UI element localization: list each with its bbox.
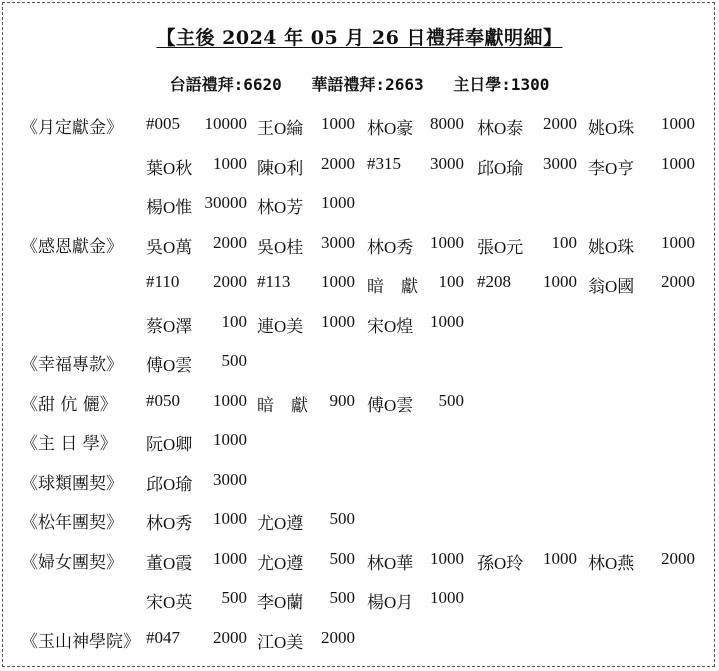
offering-row [146,114,706,140]
offering-row [146,549,706,575]
offering-entry [146,628,247,648]
donor-name: 阮O卿 [146,435,193,454]
donation-amount: 10000 [204,114,247,133]
donor-name: 王O綸 [257,119,304,138]
offering-entry [588,272,695,297]
offering-entry [146,114,247,134]
donation-amount: 500 [329,548,355,568]
offering-entry [146,391,247,411]
offering-entry [477,154,577,179]
donation-amount: 500 [221,351,247,370]
attendance-summary [3,72,716,95]
category-label: 《幸福專款》 [21,355,123,375]
donation-amount: 3000 [213,469,247,489]
donation-amount: 1000 [430,588,464,607]
offering-row [146,193,706,219]
page-title-text: 【主後 2024 年 05 月 26 日禮拜奉獻明細】 [156,27,563,49]
donation-amount: 1000 [543,548,577,568]
offering-entry [477,272,577,292]
donation-amount: 1000 [213,430,247,449]
donor-name: #047 [146,627,180,647]
donation-amount: 500 [329,588,355,607]
donation-amount: 3000 [321,232,355,252]
donor-name: 林O秀 [367,237,414,257]
offering-entry [146,233,247,258]
donor-name: 張O元 [477,237,524,257]
donor-name: 吳O桂 [257,237,304,257]
donor-name: 傅O雲 [146,356,193,375]
donation-amount: 1000 [213,390,247,410]
offering-entry [257,391,355,416]
offering-entry [588,233,695,258]
donation-amount: 1000 [430,548,464,568]
offering-entry [588,154,695,179]
offering-entry [257,154,355,179]
offering-entry [146,154,247,179]
donor-name: 江O美 [257,632,304,652]
donor-name: #113 [257,272,291,291]
offering-entry [367,272,464,297]
offering-entry [477,549,577,574]
donation-amount: 3000 [543,153,577,173]
offering-entry [146,312,247,337]
offering-row [146,628,706,654]
attendance-value: 6620 [243,75,282,94]
offering-row [146,312,706,338]
offering-entry [367,114,464,139]
donor-name: 李O蘭 [257,593,304,612]
donation-amount: 2000 [213,232,247,252]
donor-name: #050 [146,390,180,410]
category-label: 《感恩獻金》 [21,236,123,257]
donation-amount: 3000 [430,153,464,173]
donor-name: 董O霞 [146,553,193,573]
attendance-value: 2663 [385,75,424,94]
document-frame [2,2,715,667]
donation-amount: 1000 [321,114,355,133]
donor-name: 宋O煌 [367,316,414,336]
donor-name: 尤O遵 [257,553,304,573]
donation-amount: 900 [329,390,355,410]
offering-row [146,588,706,614]
donation-amount: 1000 [661,114,695,133]
donor-name: 林O秀 [146,514,193,533]
donor-name: 連O美 [257,316,304,336]
offering-entry [367,154,464,174]
offering-entry [146,588,247,613]
offering-row [146,430,706,456]
offering-entry [588,114,695,139]
donation-amount: 2000 [321,627,355,647]
attendance-label: 華語禮拜 [311,75,376,94]
donation-amount: 1000 [430,311,464,331]
attendance-label: 主日學 [453,75,502,94]
offering-row [146,470,706,496]
donation-amount: 30000 [204,193,247,212]
donor-name: 林O華 [367,553,414,573]
offering-row [146,154,706,180]
donation-amount: 2000 [213,627,247,647]
offering-entry [146,549,247,574]
donor-name: #315 [367,153,401,173]
offering-row [146,351,706,377]
donor-name: 宋O英 [146,593,193,612]
offering-row [146,272,706,298]
offering-entry [146,470,247,495]
attendance-sunday-school: 主日學:1300 [453,75,550,94]
offering-entry [257,272,355,292]
donor-name: 姚O珠 [588,237,635,257]
donor-name: 林O豪 [367,119,414,138]
donation-amount: 1000 [321,272,355,291]
attendance-value: 1300 [510,75,550,94]
offering-entry [257,312,355,337]
offering-row [146,233,706,259]
donation-amount: 1000 [543,272,577,291]
offering-entry [146,351,247,376]
offering-entry [257,233,355,258]
offering-entry [257,193,355,218]
category-label: 《婦女團契》 [21,552,123,573]
donation-amount: 1000 [430,232,464,252]
attendance-taiwanese: 台語禮拜:6620 [169,75,282,94]
offering-entry [367,233,464,258]
offering-row [146,391,706,417]
offering-entry [146,509,247,534]
offering-entry [367,588,464,613]
offering-entry [588,549,695,574]
offering-entry [146,430,247,455]
donation-amount: 100 [438,272,464,291]
donor-name: 暗 獻 [367,277,418,296]
donation-amount: 8000 [430,114,464,133]
donor-name: 楊O月 [367,593,414,612]
donor-name: #110 [146,272,180,291]
donor-name: 葉O秋 [146,158,193,178]
donor-name: 傅O雲 [367,395,414,415]
offering-entry [477,114,577,139]
donor-name: 吳O萬 [146,237,193,257]
donor-name: #005 [146,114,180,133]
offering-entry [146,193,247,218]
donor-name: 林O芳 [257,198,304,217]
donation-amount: 500 [438,390,464,410]
donation-amount: 100 [551,232,577,252]
donor-name: 李O亨 [588,158,635,178]
category-label: 《主 日 學》 [21,434,117,454]
donor-name: 翁O國 [588,277,635,296]
category-label: 《玉山神學院》 [21,631,140,652]
offering-entry [477,233,577,258]
offering-entry [367,312,464,337]
donor-name: 暗 獻 [257,395,308,415]
offering-entry [257,509,355,534]
donation-amount: 1000 [661,232,695,252]
category-label: 《甜 伉 儷》 [21,394,117,415]
category-label: 《球類團契》 [21,473,123,494]
page-title [3,23,716,50]
donor-name: 尤O遵 [257,514,304,533]
donation-amount: 2000 [543,114,577,133]
category-label: 《松年團契》 [21,513,123,533]
offering-entry [257,549,355,574]
donor-name: 楊O惟 [146,198,193,217]
donation-amount: 1000 [213,509,247,528]
donation-amount: 500 [329,509,355,528]
donation-amount: 1000 [213,548,247,568]
offering-entry [257,114,355,139]
donation-amount: 1000 [661,153,695,173]
offering-entry [367,549,464,574]
donation-amount: 2000 [661,548,695,568]
offering-entry [257,588,355,613]
donor-name: 邱O瑜 [477,158,524,178]
donor-name: 孫O玲 [477,553,524,573]
donor-name: 邱O瑜 [146,474,193,494]
donation-amount: 2000 [321,153,355,173]
offering-row [146,509,706,535]
attendance-mandarin: 華語禮拜:2663 [311,75,424,94]
offering-entry [146,272,247,292]
donation-amount: 1000 [321,311,355,331]
donor-name: 蔡O澤 [146,316,193,336]
offering-entry [367,391,464,416]
attendance-label: 台語禮拜 [169,75,234,94]
donor-name: 姚O珠 [588,119,635,138]
donation-amount: 1000 [213,153,247,173]
donation-amount: 500 [221,588,247,607]
donor-name: 陳O利 [257,158,304,178]
donor-name: 林O泰 [477,119,524,138]
donation-amount: 100 [221,311,247,331]
donation-amount: 1000 [321,193,355,212]
donation-amount: 2000 [213,272,247,291]
donor-name: 林O燕 [588,553,635,573]
donor-name: #208 [477,272,511,291]
offering-entry [257,628,355,653]
donation-amount: 2000 [661,272,695,291]
category-label: 《月定獻金》 [21,118,123,138]
